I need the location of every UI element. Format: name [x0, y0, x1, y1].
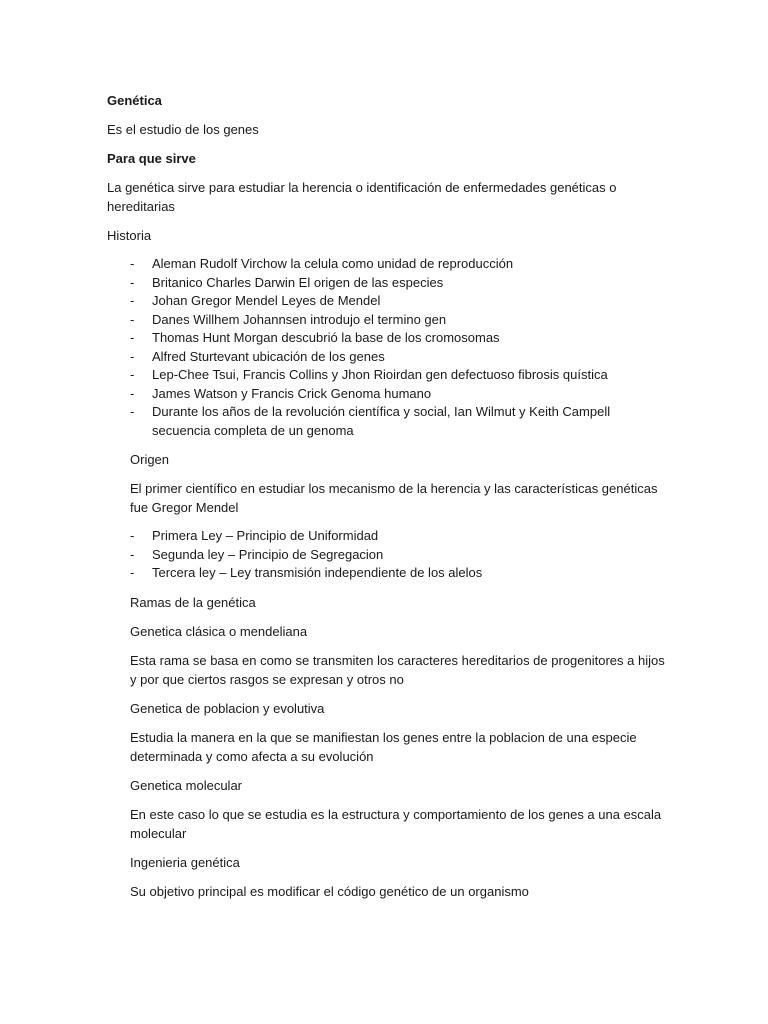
intro-text: Es el estudio de los genes	[107, 122, 259, 137]
laws-list	[107, 527, 667, 583]
branch-engineering-heading: Ingenieria genética	[130, 854, 240, 870]
branch-classic-text: Esta rama se basa en como se transmiten los caracteres hereditarios de progenitores a hijos y por que ciertos rasgos se expresan y otros no	[130, 652, 665, 687]
origin-heading: Origen	[130, 452, 170, 467]
list-item: - Lep-Chee Tsui, Francis Collins y Jhon Rioirdan gen defectuoso fibrosis quística	[130, 366, 667, 385]
document-content	[107, 91, 667, 911]
purpose-text: La genética sirve para estudiar la herencia o identificación de enfermedades genéticas o hereditarias	[107, 180, 617, 214]
list-item: - Alfred Sturtevant ubicación de los genes	[130, 348, 667, 367]
history-heading: Historia	[107, 228, 152, 243]
list-item: - Segunda ley – Principio de Segregacion	[130, 546, 667, 565]
purpose-heading: Para que sirve	[107, 151, 196, 166]
list-item: - Britanico Charles Darwin El origen de las especies	[130, 274, 667, 293]
branch-molecular-text: En este caso lo que se estudia es la estructura y comportamiento de los genes a una escala molecular	[130, 806, 662, 841]
list-item: - Thomas Hunt Morgan descubrió la base de los cromosomas	[130, 329, 667, 348]
origin-text: El primer científico en estudiar los mecanismo de la herencia y las características genéticas fue Gregor Mendel	[130, 481, 658, 515]
branch-classic-heading: Genetica clásica o mendeliana	[130, 623, 308, 639]
branch-engineering-text: Su objetivo principal es modificar el código genético de un organismo	[130, 883, 529, 899]
branches-heading: Ramas de la genética	[130, 594, 256, 610]
branch-molecular-heading: Genetica molecular	[130, 777, 242, 793]
list-item: - Durante los años de la revolución científica y social, Ian Wilmut y Keith Campell secuencia completa de un genoma	[130, 403, 667, 440]
list-item: - Primera Ley – Principio de Uniformidad	[130, 527, 667, 546]
list-item: - Danes Willhem Johannsen introdujo el termino gen	[130, 311, 667, 330]
list-item: - Johan Gregor Mendel Leyes de Mendel	[130, 292, 667, 311]
branch-population-text: Estudia la manera en la que se manifiestan los genes entre la poblacion de una especie determinada y como afecta a su evolución	[130, 729, 637, 764]
list-item: - Tercera ley – Ley transmisión independiente de los alelos	[130, 564, 667, 583]
list-item: - James Watson y Francis Crick Genoma humano	[130, 385, 667, 404]
list-item: - Aleman Rudolf Virchow la celula como unidad de reproducción	[130, 255, 667, 274]
branch-population-heading: Genetica de poblacion y evolutiva	[130, 700, 325, 716]
doc-title: Genética	[107, 93, 162, 108]
history-list	[107, 255, 667, 440]
